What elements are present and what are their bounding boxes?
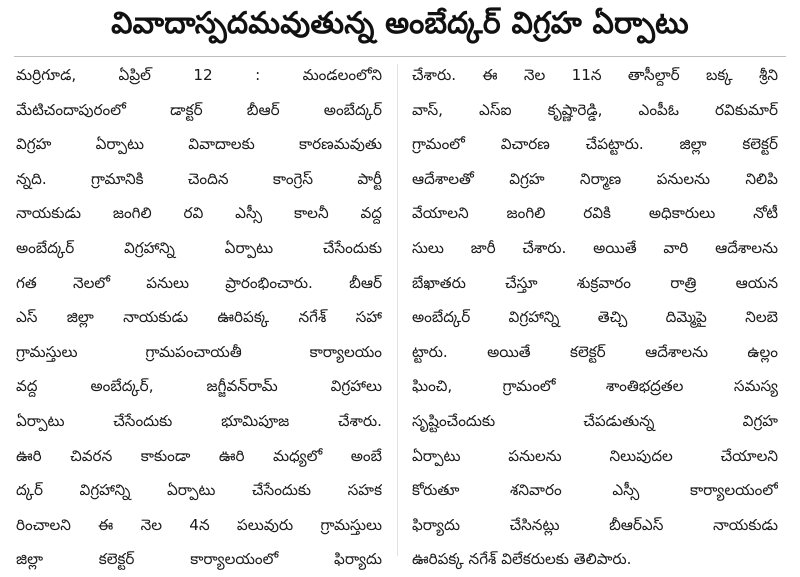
headline-rule — [14, 56, 786, 57]
text-line: వేయాలని జంగిలి రవికి అధికారులు నోటీ — [412, 204, 778, 223]
article-headline: వివాదాస్పదమవుతున్న అంబేద్కర్ విగ్రహ ఏర్పాటు — [111, 6, 689, 41]
text-line: ఎస్ జిల్లా నాయకుడు ఊరిపక్క నగేశ్ సహా — [16, 308, 382, 327]
text-line: ఫిర్యాదు చేసినట్లు బీఆర్ఎస్ నాయకుడు — [412, 515, 778, 534]
text-line: రించాలని ఈ నెల 4న పలువురు గ్రామస్తులు — [16, 515, 382, 534]
text-line: గ్రామస్తులు గ్రామపంచాయతీ కార్యాలయం — [16, 342, 382, 361]
text-line: ఊరి చివరన కాకుండా ఊరి మధ్యలో అంబే — [16, 446, 382, 465]
text-line: ఏర్పాటు చేసేందుకు భూమిపూజ చేశారు. — [16, 411, 382, 430]
text-line: సులు జారీ చేశారు. అయితే వారి ఆదేశాలను — [412, 238, 778, 257]
text-line: అంబేద్కర్ విగ్రహాన్ని తెచ్చి దిమ్మెపై నిలబె — [412, 308, 778, 327]
text-line: ఆదేశాలతో విగ్రహ నిర్మాణ పనులను నిలిపి — [412, 169, 778, 188]
text-line: చేశారు. ఈ నెల 11న తాసీల్దార్ బక్క శ్రీని — [412, 66, 778, 84]
text-line: వాస్, ఎస్ఐ కృష్ణారెడ్డి, ఎంపీఓ రవికుమార్ — [412, 100, 778, 119]
text-line: మేటిచందాపురంలో డాక్టర్ బీఆర్ అంబేద్కర్ — [16, 100, 382, 119]
text-line: ఏర్పాటు పనులను నిలుపుదల చేయాలని — [412, 446, 778, 465]
text-line: వద్ద అంబేద్కర్, జగ్జీవన్‌రామ్ విగ్రహాలు — [16, 377, 382, 396]
column-divider — [397, 64, 398, 556]
article-column-right — [412, 58, 778, 577]
article-column-left — [16, 58, 382, 577]
text-line: బేఖాతరు చేస్తూ శుక్రవారం రాత్రి ఆయన — [412, 273, 778, 292]
text-line: ద్కర్ విగ్రహాన్ని ఏర్పాటు చేసేందుకు సహక — [16, 481, 382, 500]
text-line: మర్రిగూడ, ఏప్రిల్ 12 : మండలంలోని — [16, 66, 382, 84]
text-line: విగ్రహ ఏర్పాటు వివాదాలకు కారణమవుతు — [16, 135, 382, 154]
text-line: గ్రామంలో విచారణ చేపట్టారు. జిల్లా కలెక్టర్ — [412, 135, 778, 154]
text-line: ఘించి, గ్రామంలో శాంతిభద్రతల సమస్య — [412, 377, 778, 396]
text-line: గత నెలలో పనులు ప్రారంభించారు. బీఆర్ — [16, 273, 382, 292]
text-line: నాయకుడు జంగిలి రవి ఎస్సీ కాలనీ వద్ద — [16, 204, 382, 223]
text-line: ట్టారు. అయితే కలెక్టర్ ఆదేశాలను ఉల్లం — [412, 342, 778, 361]
text-line: న్నది. గ్రామానికి చెందిన కాంగ్రెస్ పార్టీ — [16, 169, 382, 188]
text-line: కోరుతూ శనివారం ఎస్సీ కార్యాలయంలో — [412, 481, 778, 500]
text-line: జిల్లా కలెక్టర్ కార్యాలయంలో ఫిర్యాదు — [16, 550, 382, 569]
text-line: ఊరిపక్క నగేశ్ విలేకరులకు తెలిపారు. — [412, 550, 632, 569]
text-line: అంబేద్కర్ విగ్రహాన్ని ఏర్పాటు చేసేందుకు — [16, 238, 382, 257]
text-line: సృష్టించేందుకు చేపడుతున్న విగ్రహ — [412, 411, 778, 430]
